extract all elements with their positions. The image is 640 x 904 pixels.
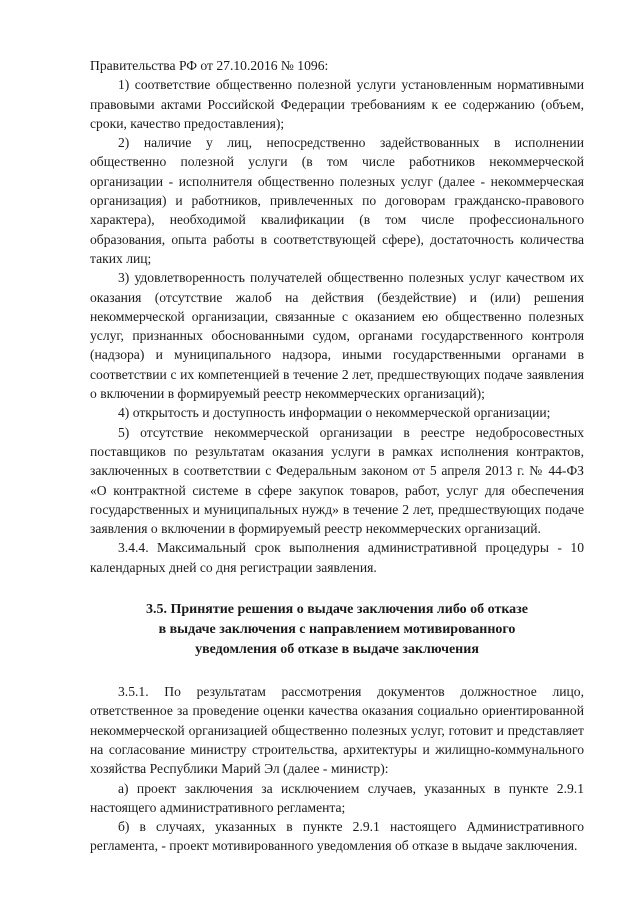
criterion-1: 1) соответствие общественно полезной услуги установленным нормативными правовыми актами Российской Федерации требованиям к ее содержанию (объем, сроки, качество предоставления); [90, 77, 584, 131]
section-heading-line-2: в выдаче заключения с направлением мотивированного [158, 622, 516, 638]
section-heading [90, 600, 584, 660]
criterion-2: 2) наличие у лиц, непосредственно задействованных в исполнении общественно полезной услуги (в том числе работников некоммерческой организации - исполнителя общественно полезных услуг (далее - некоммерческая организация) и работников, привлеченных по договорам гражданско-правового характера), необходимой квалификации (в том числе профессионального образования, опыта работы в соответствующей сфере), достаточность количества таких лиц; [90, 135, 584, 266]
criterion-3: 3) удовлетворенность получателей общественно полезных услуг качеством их оказания (отсутствие жалоб на действия (бездействие) и (или) решения некоммерческой организации, связанные с оказанием ею общественно полезных услуг, признанных обоснованными судом, органами государственного контроля (надзора) и муниципального надзора, иными государственными органами в соответствии с их компетенцией в течение 2 лет, предшествующих подаче заявления о включении в формируемый реестр некоммерческих организаций); [90, 270, 584, 402]
intro-line: Правительства РФ от 27.10.2016 № 1096: [90, 58, 329, 73]
section-heading-line-3: уведомления об отказе в выдаче заключения [195, 642, 479, 658]
criterion-5: 5) отсутствие некоммерческой организации в реестре недобросовестных поставщиков по результатам оказания услуги в рамках исполнения контрактов, заключенных в соответствии с Федеральным законом от 5 апреля 2013 г. № 44-ФЗ «О контрактной системе в сфере закупок товаров, работ, услуг для обеспечения государственных и муниципальных нужд» в течение 2 лет, предшествующих подаче заявления о включении в формируемый реестр некоммерческих организаций. [90, 424, 584, 537]
paragraph-3-5-1: 3.5.1. По результатам рассмотрения документов должностное лицо, ответственное за проведение оценки качества оказания социально ориентированной некоммерческой организацией общественно полезных услуг, готовит и представляет на согласование министру строительства, архитектуры и жилищно-коммунального хозяйства Республики Марий Эл (далее - министр): [90, 684, 584, 777]
criterion-4: 4) открытость и доступность информации о некоммерческой организации; [118, 405, 551, 421]
subitem-a: а) проект заключения за исключением случаев, указанных в пункте 2.9.1 настоящего административного регламента; [90, 780, 584, 815]
term-paragraph: 3.4.4. Максимальный срок выполнения административной процедуры - 10 календарных дней со дня регистрации заявления. [90, 540, 584, 575]
subitem-b: б) в случаях, указанных в пункте 2.9.1 настоящего Административного регламента, - проект мотивированного уведомления об отказе в выдаче заключения. [90, 819, 584, 854]
section-heading-line-1: 3.5. Принятие решения о выдаче заключения либо об отказе [145, 602, 529, 618]
